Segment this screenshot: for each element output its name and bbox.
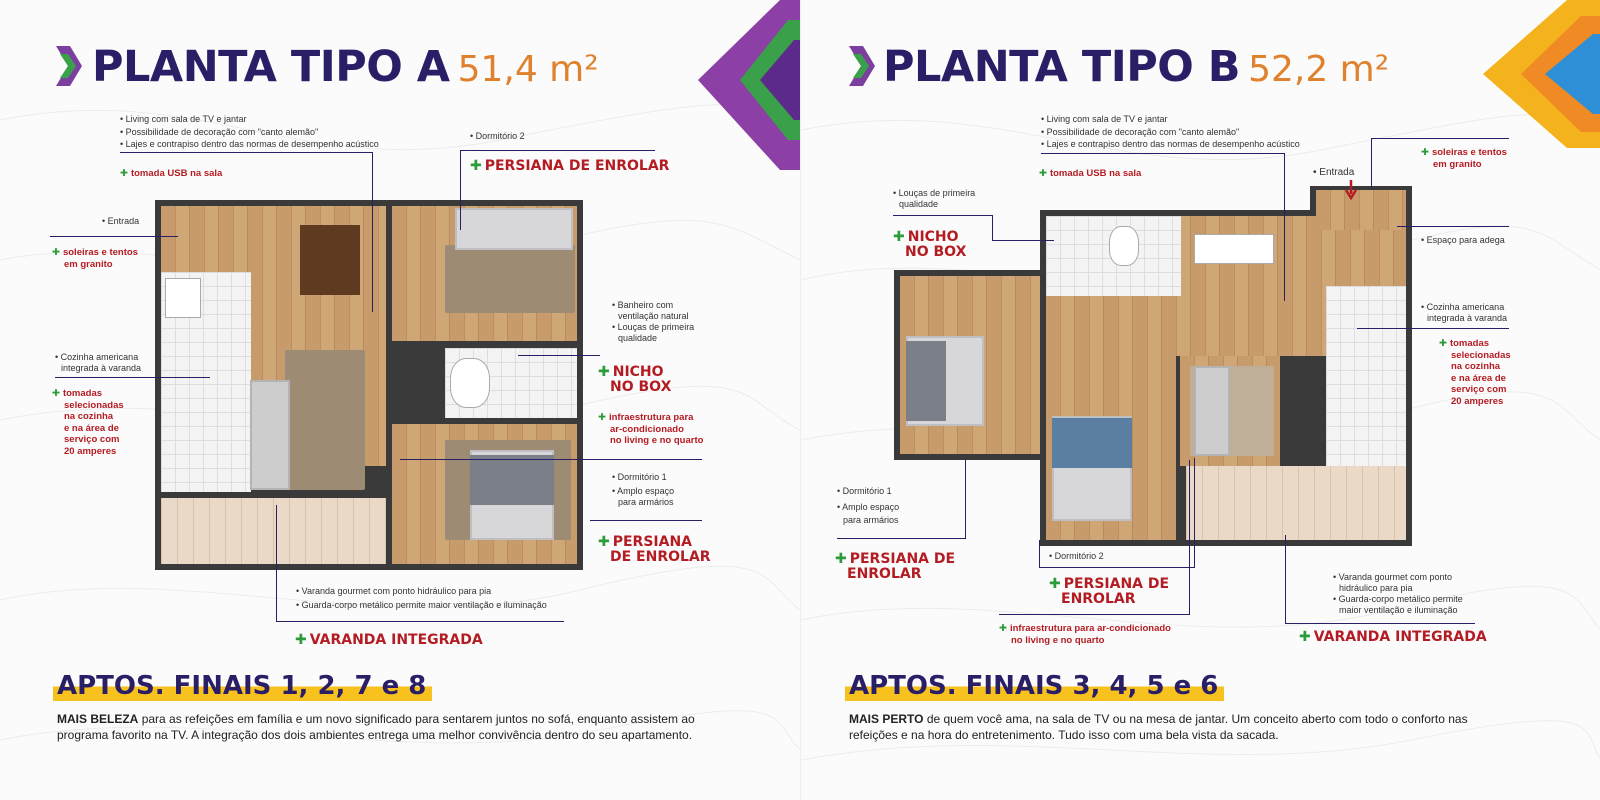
persiana-note-2: ✚ PERSIANA DE ENROLAR xyxy=(1049,576,1170,607)
usb-note: ✚ tomada USB na sala xyxy=(1039,168,1142,179)
varanda-integrada-note: ✚ VARANDA INTEGRADA xyxy=(295,632,483,648)
adega-note: • Espaço para adega xyxy=(1421,235,1505,245)
persiana-note-1: ✚ PERSIANA DE ENROLAR xyxy=(470,158,670,174)
finais-heading: APTOS. FINAIS 1, 2, 7 e 8 xyxy=(53,671,432,701)
persiana-note-1: ✚ PERSIANA DE ENROLAR xyxy=(835,551,956,582)
varanda xyxy=(1186,466,1406,540)
description-paragraph: MAIS BELEZA para as refeições em família e um novo significado para sentarem juntos no sofá, enquanto assistem ao programa favorito na TV. A integração dos dois ambientes entrega uma melhor convivência dentro do seu apartamento. xyxy=(57,712,695,742)
infra-note: ✚ infraestrutura para ar-condicionado no living e no quarto xyxy=(598,412,704,446)
living-notes: • Living com sala de TV e jantar • Possibilidade de decoração com "canto alemão" • Lajes e contrapiso dentro das normas de desempenho acústico xyxy=(120,114,379,149)
dorm1-note: • Dormitório 1 • Amplo espaço para armários xyxy=(612,472,675,507)
varanda-integrada-note: ✚ VARANDA INTEGRADA xyxy=(1299,629,1487,645)
entrada xyxy=(1316,190,1406,230)
nicho-note: ✚ NICHO NO BOX xyxy=(598,364,672,395)
nicho-note: ✚ NICHO NO BOX xyxy=(893,229,967,260)
kitchen xyxy=(1326,286,1406,486)
arrow-logo-icon xyxy=(849,46,875,86)
infra-note: ✚ infraestrutura para ar-condicionado no living e no quarto xyxy=(999,623,1171,646)
dorm1-note: • Dormitório 1 • Amplo espaço para armários xyxy=(837,486,900,525)
page-title: PLANTA TIPO A 51,4 m² xyxy=(92,42,599,92)
arrow-logo-icon xyxy=(56,46,82,86)
corner-chevron-decoration xyxy=(1483,0,1600,148)
dorm2-note: • Dormitório 2 xyxy=(1049,551,1104,561)
living-notes: • Living com sala de TV e jantar • Possibilidade de decoração com "canto alemão" • Lajes e contrapiso dentro das normas de desempenho acústico xyxy=(1041,114,1300,149)
entrada-note: • Entrada xyxy=(1313,167,1355,178)
page-planta-b xyxy=(800,0,1600,800)
persiana-note-2: ✚ PERSIANA DE ENROLAR xyxy=(598,534,711,565)
finais-heading: APTOS. FINAIS 3, 4, 5 e 6 xyxy=(845,671,1224,701)
loucas-note: • Louças de primeira qualidade xyxy=(893,188,976,209)
entrada-note: • Entrada xyxy=(102,216,140,226)
varanda xyxy=(161,498,386,564)
page-title: PLANTA TIPO B 52,2 m² xyxy=(883,42,1390,92)
area-label: 51,4 m² xyxy=(457,49,599,90)
description-paragraph: MAIS PERTO de quem você ama, na sala de TV ou na mesa de jantar. Um conceito aberto com todo o conforto nas refeições e na hora do entretenimento. Tudo isso com uma bela vista da sacada. xyxy=(849,712,1468,742)
area-label: 52,2 m² xyxy=(1248,49,1390,90)
floor-plan-b xyxy=(894,186,1412,546)
soleiras-note: ✚ soleiras e tentos em granito xyxy=(52,247,138,270)
usb-note: ✚ tomada USB na sala xyxy=(120,168,223,179)
tomadas-note: ✚ tomadas selecionadas na cozinha e na área de serviço com 20 amperes xyxy=(1439,338,1511,407)
varanda-note: • Varanda gourmet com ponto hidráulico para pia • Guarda-corpo metálico permite maior ventilação e iluminação xyxy=(296,586,547,610)
cozinha-note: • Cozinha americana integrada à varanda xyxy=(1421,302,1508,323)
cozinha-note: • Cozinha americana integrada à varanda xyxy=(55,352,142,373)
varanda-note: • Varanda gourmet com ponto hidráulico para pia • Guarda-corpo metálico permite maior ventilação e iluminação xyxy=(1333,572,1463,615)
dorm2-note: • Dormitório 2 xyxy=(470,131,525,141)
floor-plan-a xyxy=(155,200,583,570)
corner-chevron-decoration xyxy=(698,0,800,170)
soleiras-note: ✚ soleiras e tentos em granito xyxy=(1421,147,1507,170)
banheiro-note: • Banheiro com ventilação natural • Louças de primeira qualidade xyxy=(612,300,695,343)
tomadas-note: ✚ tomadas selecionadas na cozinha e na área de serviço com 20 amperes xyxy=(52,388,124,457)
entrada-arrow-icon xyxy=(1345,180,1357,200)
